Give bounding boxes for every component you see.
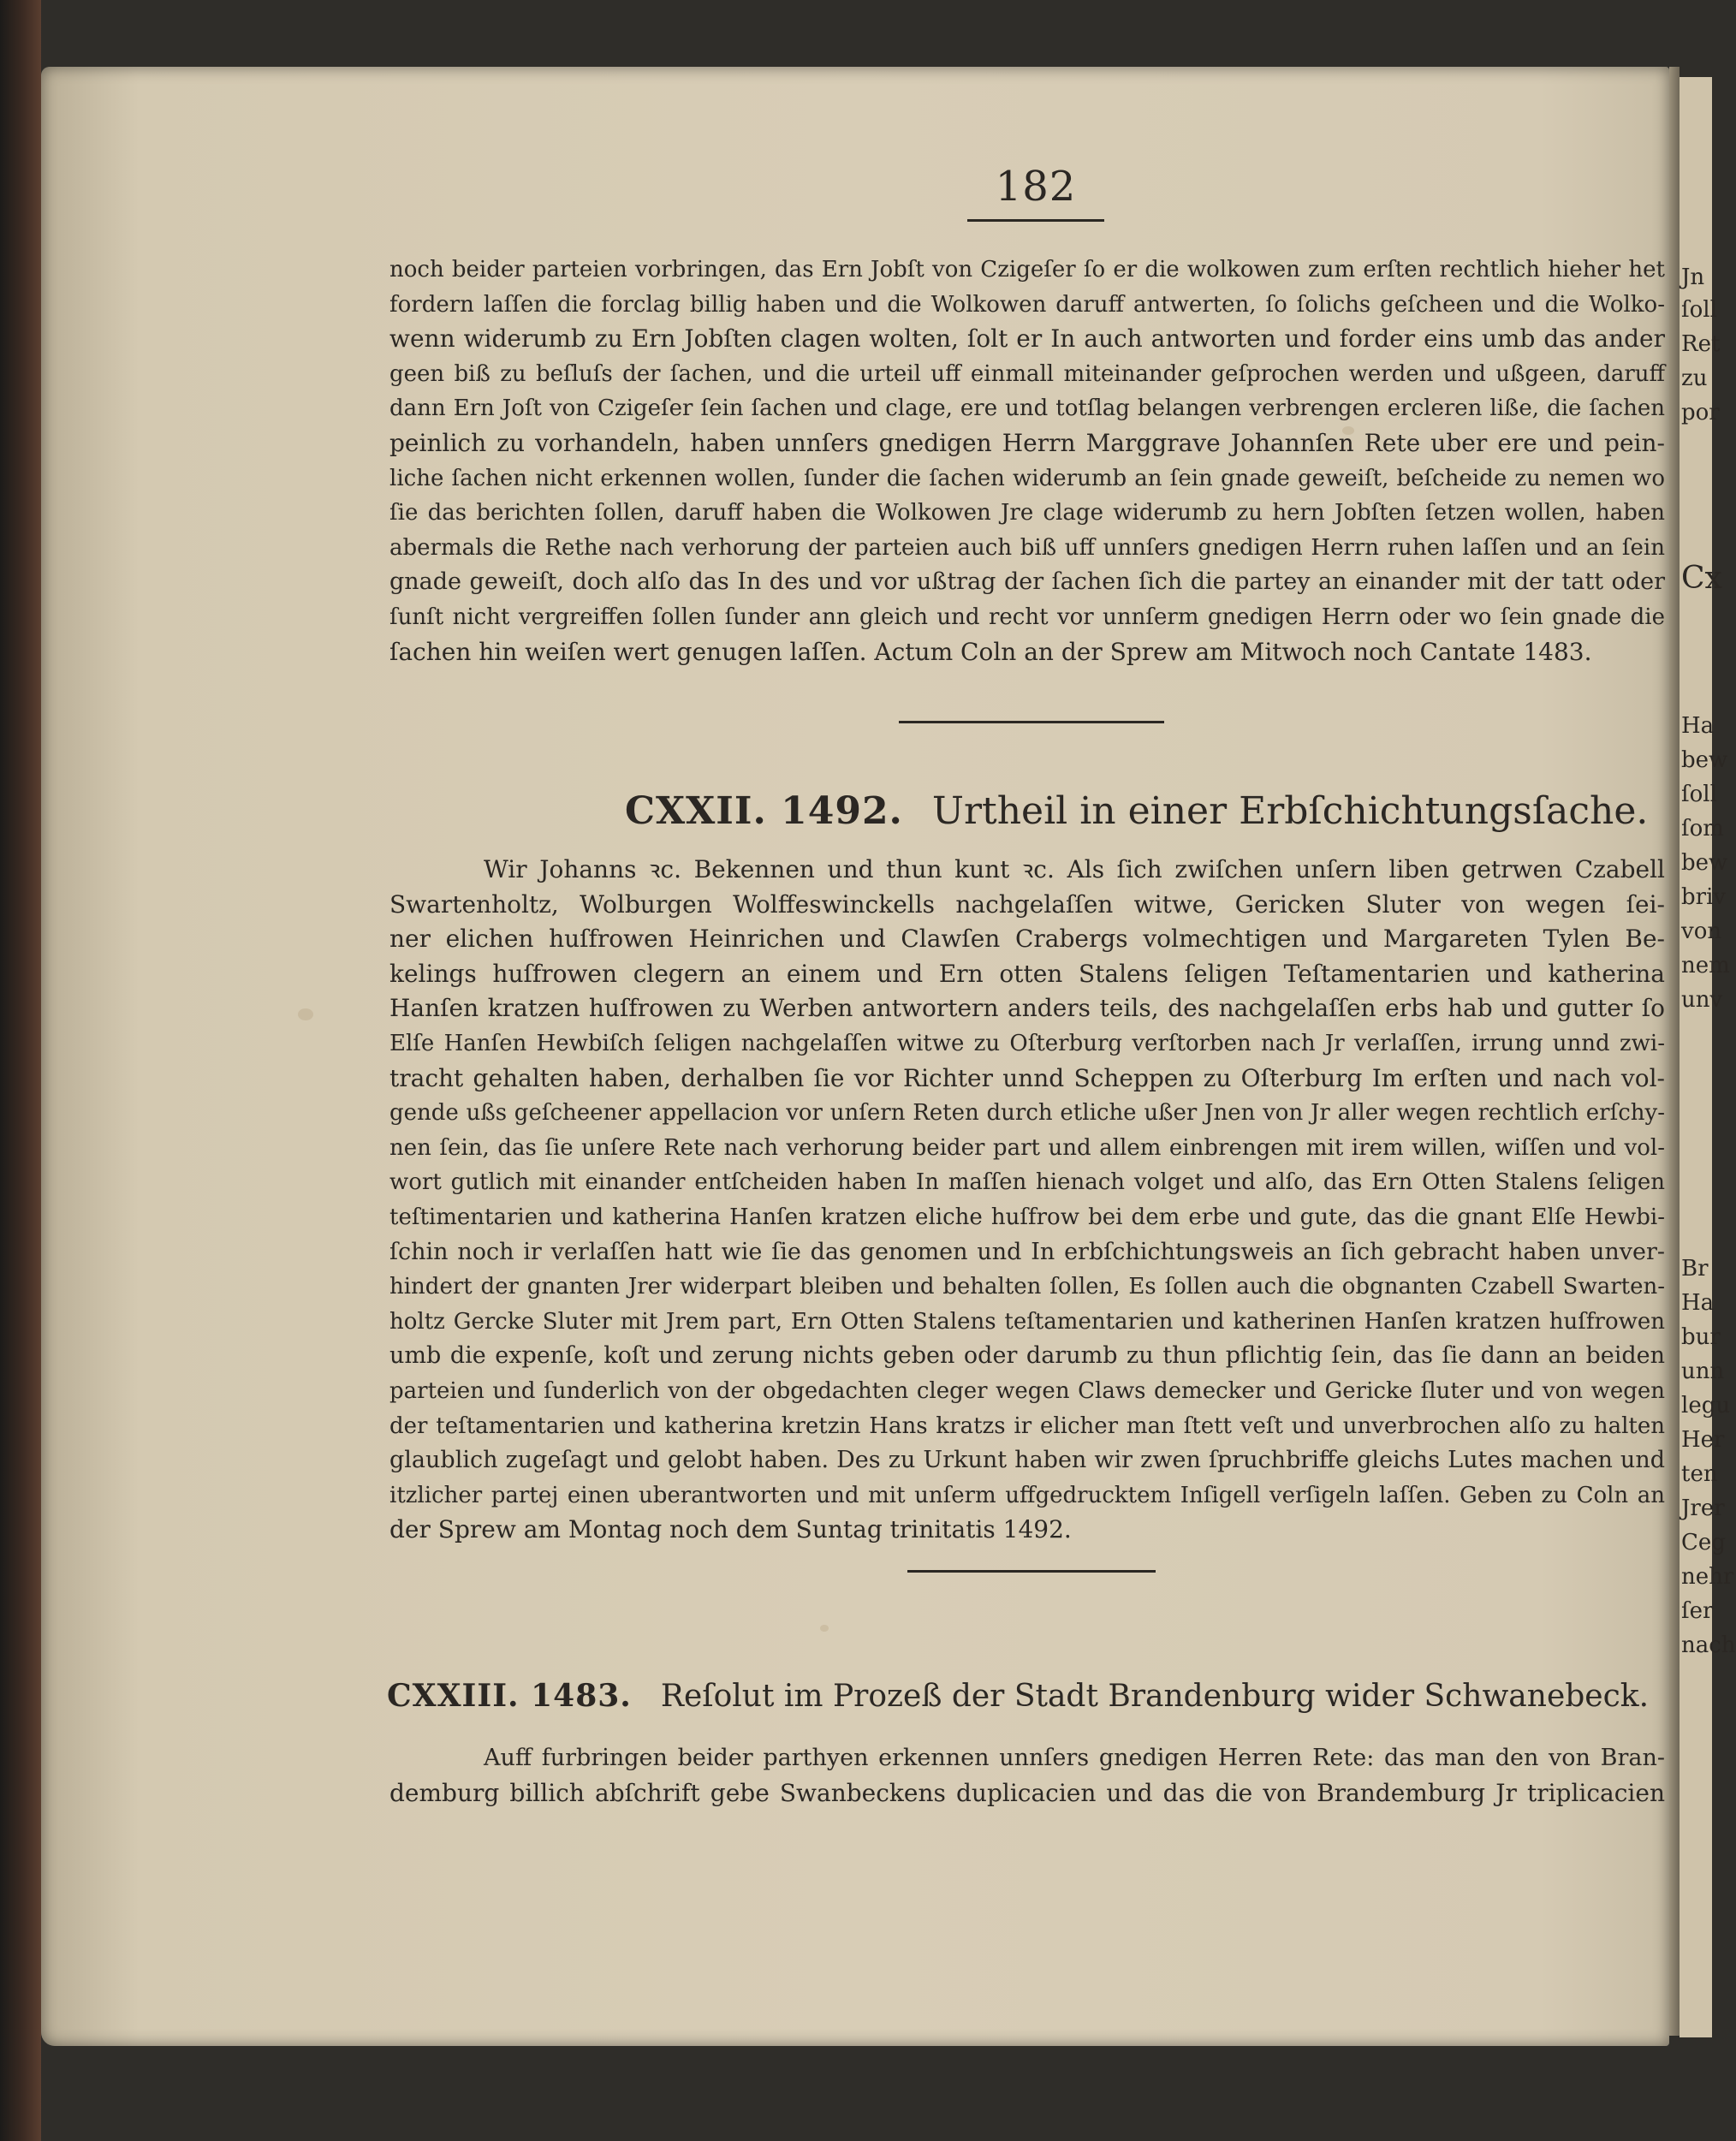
section-cxxii-body — [389, 853, 1665, 1548]
text-line: itzlicher partej einen uberantworten und mit unſerm uffgedrucktem Inſigell verſigeln laſſen. Geben zu Coln an — [389, 1482, 1665, 1508]
text-line: fordern laſſen die forclag billig haben und die Wolkowen daruff antwerten, ſo ſolichs geſcheen und die Wolko- — [389, 291, 1665, 318]
text-line: gnade geweiſt, doch alſo das In des und vor ußtrag der ſachen ſich die partey an einander mit der tatt oder — [389, 568, 1665, 596]
page-number-rule — [967, 219, 1104, 222]
facing-fragment: Jn — [1681, 265, 1705, 290]
section-cxxiii-body — [389, 1741, 1665, 1811]
facing-fragment: Ret — [1681, 331, 1721, 357]
text-line: Auff furbringen beider parthyen erkennen unnſers gnedigen Herren Rete: das man den von Bran- — [484, 1745, 1665, 1771]
text-line: Hanſen kratzen huſfrowen zu Werben antwortern anders teils, des nachgelaſſen erbs hab und gutter ſo — [389, 994, 1665, 1023]
section-number: CXXIII. 1483. — [387, 1678, 632, 1714]
facing-fragment: Ceg — [1681, 1530, 1726, 1555]
book-spine — [0, 0, 41, 2141]
text-line: demburg billich abſchrift gebe Swanbeckens duplicacien und das die von Brandemburg Jr triplicacien — [389, 1778, 1665, 1807]
facing-fragment: nehr — [1681, 1564, 1734, 1590]
text-line: der Sprew am Montag noch dem Suntag trinitatis 1492. — [389, 1515, 1072, 1544]
facing-fragment: bew — [1681, 747, 1728, 773]
text-line: wenn widerumb zu Ern Jobſten clagen wolten, ſolt er In auch antworten und forder eins umb das ander — [389, 324, 1665, 354]
page-number: 182 — [995, 163, 1077, 211]
facing-fragment: nach — [1681, 1633, 1736, 1658]
text-line: kelings huſfrowen clegern an einem und Ern otten Stalens ſeligen Teſtamentarien und katherina — [389, 959, 1665, 988]
facing-fragment: ſoll — [1681, 782, 1717, 807]
text-line: Wir Johanns ꝛc. Bekennen und thun kunt ꝛc. Als ſich zwiſchen unſern liben getrwen Czabell — [484, 855, 1665, 883]
facing-fragment: ten — [1681, 1461, 1718, 1487]
text-line: Elſe Hanſen Hewbiſch ſeligen nachgelaſſen witwe zu Oſterburg verſtorben nach Jr verlaſſen, irrung unnd zwi- — [389, 1030, 1665, 1056]
facing-fragment: ſom — [1681, 816, 1724, 842]
facing-fragment: unv — [1681, 987, 1723, 1013]
facing-fragment: Ha — [1681, 1290, 1715, 1316]
paper-stain — [820, 1625, 829, 1632]
facing-fragment: Br — [1681, 1256, 1709, 1282]
facing-fragment: Ha — [1681, 713, 1715, 739]
section-divider — [907, 1570, 1156, 1573]
text-line: liche ſachen nicht erkennen wollen, ſunder die ſachen widerumb an ſein gnade geweiſt, beſcheide zu nemen wo — [389, 465, 1665, 491]
text-line: parteien und ſunderlich von der obgedachten cleger wegen Claws demecker und Gericke ſluter und von wegen — [389, 1377, 1665, 1404]
text-line: gende ußs geſcheener appellacion vor unſern Reten durch etliche ußer Jnen von Jr aller wegen rechtlich erſchy- — [389, 1100, 1665, 1127]
text-line: dann Ern Joſt von Czigeſer ſein ſachen und clage, ere und totſlag belangen verbrengen ercleren liße, die ſachen — [389, 395, 1665, 422]
section-heading-cxxiii — [387, 1678, 1649, 1714]
facing-fragment: Jrer — [1681, 1496, 1725, 1521]
section-heading-cxxii — [625, 789, 1648, 833]
text-line: ſchin noch ir verlaſſen hatt wie ſie das genomen und In erbſchichtungsweis an ſich gebracht haben unver- — [389, 1238, 1665, 1265]
section-title: Reſolut im Prozeß der Stadt Brandenburg wider Schwanebeck. — [660, 1679, 1650, 1714]
text-line: abermals die Rethe nach verhorung der parteien auch biß uff unnſers gnedigen Herrn ruhen laſſen und an ſein — [389, 534, 1665, 561]
text-line: der teſtamentarien und katherina kretzin Hans kratzs ir elicher man ſtett veſt und unverbrochen alſo zu halten — [389, 1412, 1665, 1439]
text-line: geen biß zu beſluſs der ſachen, und die urteil uff einmall miteinander geſprochen werden und ußgeen, daruff — [389, 360, 1665, 387]
facing-page-edge — [1680, 77, 1736, 2037]
facing-fragment: Cx — [1681, 561, 1722, 596]
text-line: holtz Gercke Sluter mit Jrem part, Ern Otten Stalens teſtamentarien und katherinen Hanſen kratzen huſfrowen — [389, 1308, 1665, 1335]
facing-fragment: Her — [1681, 1427, 1725, 1453]
facing-fragment: unn — [1681, 1359, 1725, 1384]
section-number: CXXII. 1492. — [625, 789, 903, 833]
facing-fragment: ſer — [1681, 1598, 1714, 1624]
facing-fragment: zu — [1681, 366, 1708, 391]
text-line: peinlich zu vorhandeln, haben unnſers gnedigen Herrn Marggrave Johannſen Rete uber ere und pein- — [389, 428, 1665, 457]
continuation-paragraph — [389, 253, 1665, 669]
text-line: umb die expenſe, koſt und zerung nichts geben oder darumb zu thun pflichtig ſein, das ſie dann an beiden — [389, 1342, 1665, 1370]
text-line: wort gutlich mit einander entſcheiden haben In maſſen hienach volget und alſo, das Ern Otten Stalens ſeligen — [389, 1169, 1665, 1196]
facing-fragment: briv — [1681, 884, 1727, 910]
facing-fragment: von — [1681, 919, 1722, 944]
text-line: nen ſein, das ſie unſere Rete nach verhorung beider part und allem einbrengen mit irem willen, wiſſen und vol- — [389, 1134, 1665, 1161]
facing-fragment: ſoll — [1681, 297, 1717, 323]
text-line: glaublich zugeſagt und gelobt haben. Des zu Urkunt haben wir zwen ſpruchbriffe gleichs Lutes machen und — [389, 1447, 1665, 1474]
facing-fragment: bur — [1681, 1324, 1721, 1350]
section-divider — [899, 721, 1164, 723]
text-line: hindert der gnanten Jrer widerpart bleiben und behalten ſollen, Es ſollen auch die obgnanten Czabell Swarten- — [389, 1274, 1665, 1300]
text-line: ner elichen huſfrowen Heinrichen und Clawſen Crabergs volmechtigen und Margareten Tylen Be- — [389, 925, 1665, 954]
page-edge — [1669, 67, 1680, 2036]
text-line: ſachen hin weiſen wert genugen laſſen. Actum Coln an der Sprew am Mitwoch noch Cantate 1483. — [389, 637, 1592, 666]
text-line: ſunſt nicht vergreiffen ſollen ſunder ann gleich und recht vor unnſerm gnedigen Herrn oder wo ſein gnade die — [389, 604, 1665, 630]
section-title: Urtheil in einer Erbſchichtungsſache. — [931, 789, 1649, 833]
facing-fragment: bew — [1681, 850, 1728, 876]
text-line: teſtimentarien und katherina Hanſen kratzen eliche huſfrow bei dem erbe und gute, das die gnant Elſe Hewbi- — [389, 1204, 1665, 1230]
text-line: ſie das berichten ſollen, daruff haben die Wolkowen Jre clage widerumb zu hern Jobſten ſetzen wollen, haben — [389, 500, 1665, 526]
facing-fragment: legu — [1681, 1393, 1731, 1418]
facing-fragment: nem — [1681, 953, 1730, 978]
text-line: noch beider parteien vorbringen, das Ern Jobſt von Czigeſer ſo er die wolkowen zum erſten rechtlich hieher het — [389, 257, 1665, 282]
facing-fragment: por — [1681, 400, 1720, 425]
text-line: Swartenholtz, Wolburgen Wolffeswinckells nachgelaſſen witwe, Gericken Sluter von wegen ſei- — [389, 889, 1665, 919]
text-line: tracht gehalten haben, derhalben ſie vor Richter unnd Scheppen zu Oſterburg Im erſten und nach vol- — [389, 1063, 1665, 1092]
paper-stain — [298, 1008, 313, 1020]
